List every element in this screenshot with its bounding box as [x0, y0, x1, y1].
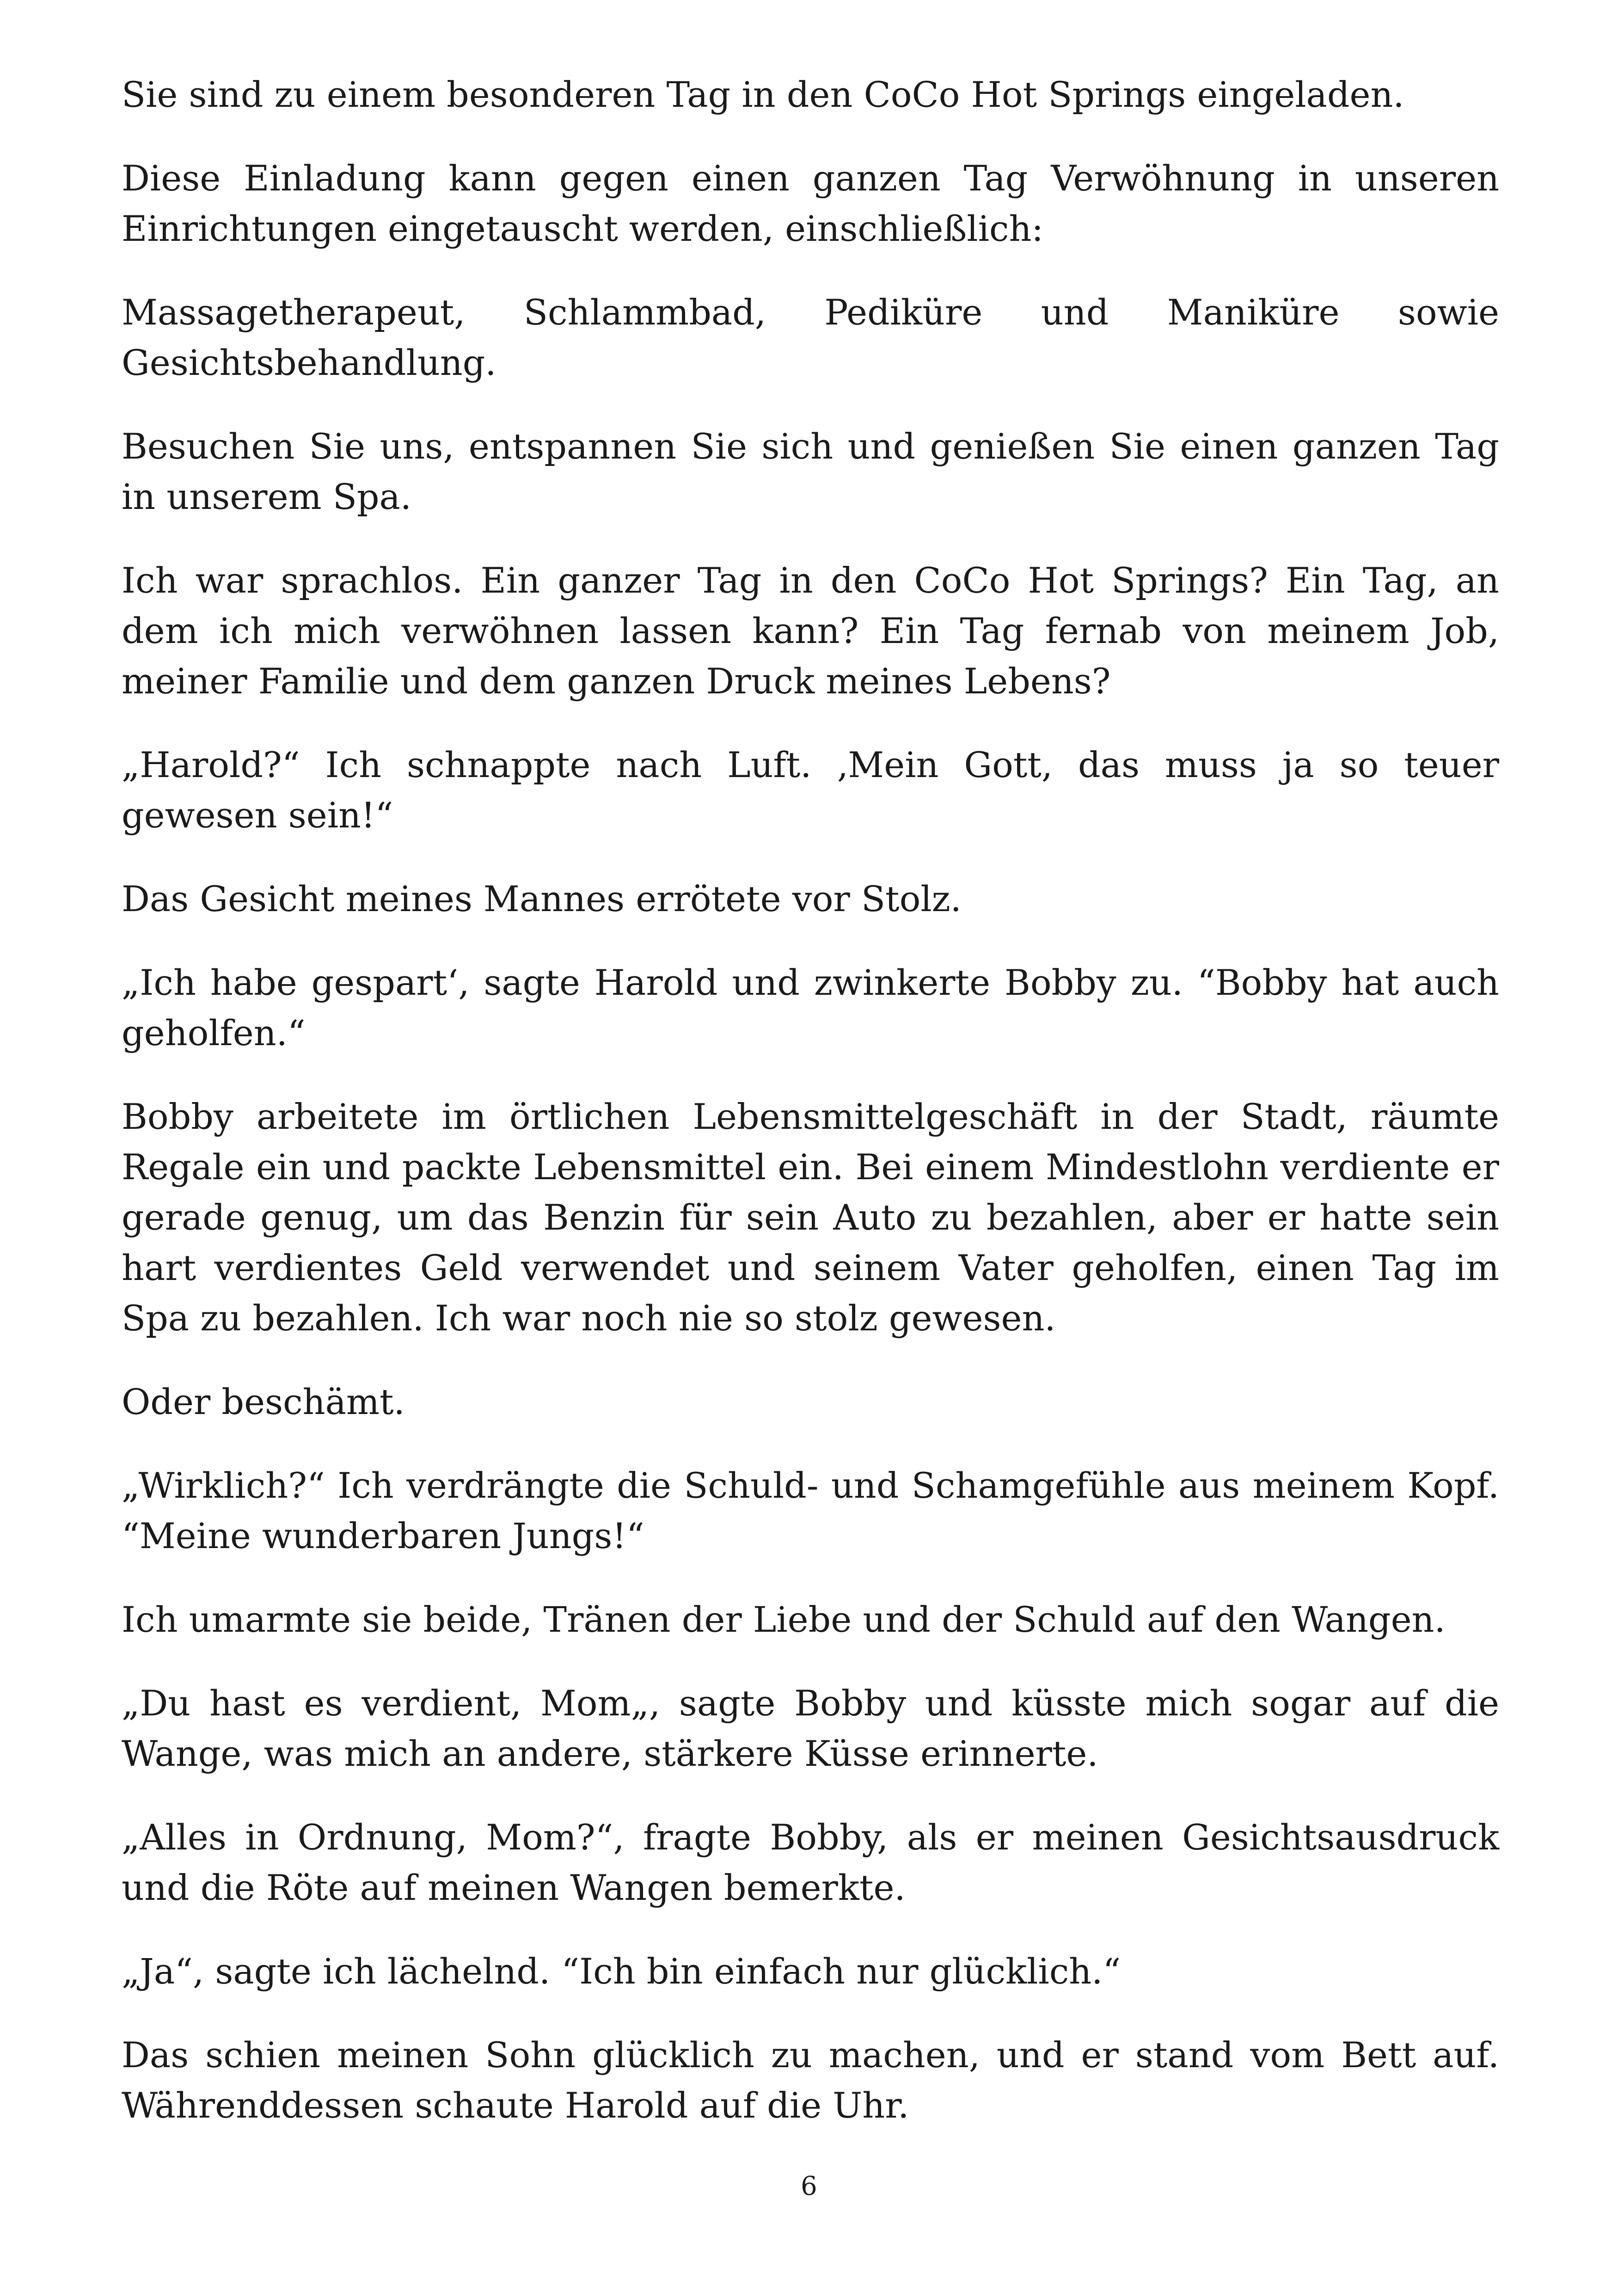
paragraph: Massagetherapeut, Schlammbad, Pediküre und Maniküre sowie Gesichtsbehandlung.	[122, 292, 1499, 383]
paragraph: Das Gesicht meines Mannes errötete vor Stolz.	[122, 878, 962, 919]
paragraph: „Ich habe gespart‘, sagte Harold und zwinkerte Bobby zu. “Bobby hat auch geholfen.“	[122, 962, 1499, 1053]
paragraph: Ich war sprachlos. Ein ganzer Tag in den CoCo Hot Springs? Ein Tag, an dem ich mich verwöhnen lassen kann? Ein Tag fernab von meinem Job, meiner Familie und dem ganzen Druck meines Lebens?	[122, 560, 1499, 702]
paragraph: Sie sind zu einem besonderen Tag in den CoCo Hot Springs eingeladen.	[122, 74, 1404, 115]
paragraph: Bobby arbeitete im örtlichen Lebensmittelgeschäft in der Stadt, räumte Regale ein und packte Lebensmittel ein. Bei einem Mindestlohn verdiente er gerade genug, um das Benzin für sein Auto zu bezahlen, aber er hatte sein hart verdientes Geld verwendet und seinem Vater geholfen, einen Tag im Spa zu bezahlen. Ich war noch nie so stolz gewesen.	[122, 1096, 1499, 1339]
body-text	[122, 69, 1499, 2131]
page-number: 6	[801, 2171, 817, 2201]
paragraph: Besuchen Sie uns, entspannen Sie sich und genießen Sie einen ganzen Tag in unserem Spa.	[122, 426, 1499, 517]
paragraph: „Du hast es verdient, Mom„, sagte Bobby und küsste mich sogar auf die Wange, was mich an andere, stärkere Küsse erinnerte.	[122, 1683, 1499, 1774]
paragraph: Oder beschämt.	[122, 1381, 405, 1422]
paragraph: Diese Einladung kann gegen einen ganzen Tag Verwöhnung in unseren Einrichtungen eingetauscht werden, einschließlich:	[122, 158, 1499, 249]
paragraph: „Ja“, sagte ich lächelnd. “Ich bin einfach nur glücklich.“	[122, 1951, 1121, 1992]
paragraph: „Harold?“ Ich schnappte nach Luft. ‚Mein Gott, das muss ja so teuer gewesen sein!“	[122, 744, 1499, 836]
paragraph: Ich umarmte sie beide, Tränen der Liebe und der Schuld auf den Wangen.	[122, 1599, 1446, 1640]
paragraph: Das schien meinen Sohn glücklich zu machen, und er stand vom Bett auf. Währenddessen schaute Harold auf die Uhr.	[122, 2034, 1499, 2126]
paragraph: „Wirklich?“ Ich verdrängte die Schuld- und Schamgefühle aus meinem Kopf. “Meine wunderbaren Jungs!“	[122, 1465, 1499, 1556]
paragraph: „Alles in Ordnung, Mom?“, fragte Bobby, als er meinen Gesichtsausdruck und die Röte auf meinen Wangen bemerkte.	[122, 1817, 1499, 1908]
